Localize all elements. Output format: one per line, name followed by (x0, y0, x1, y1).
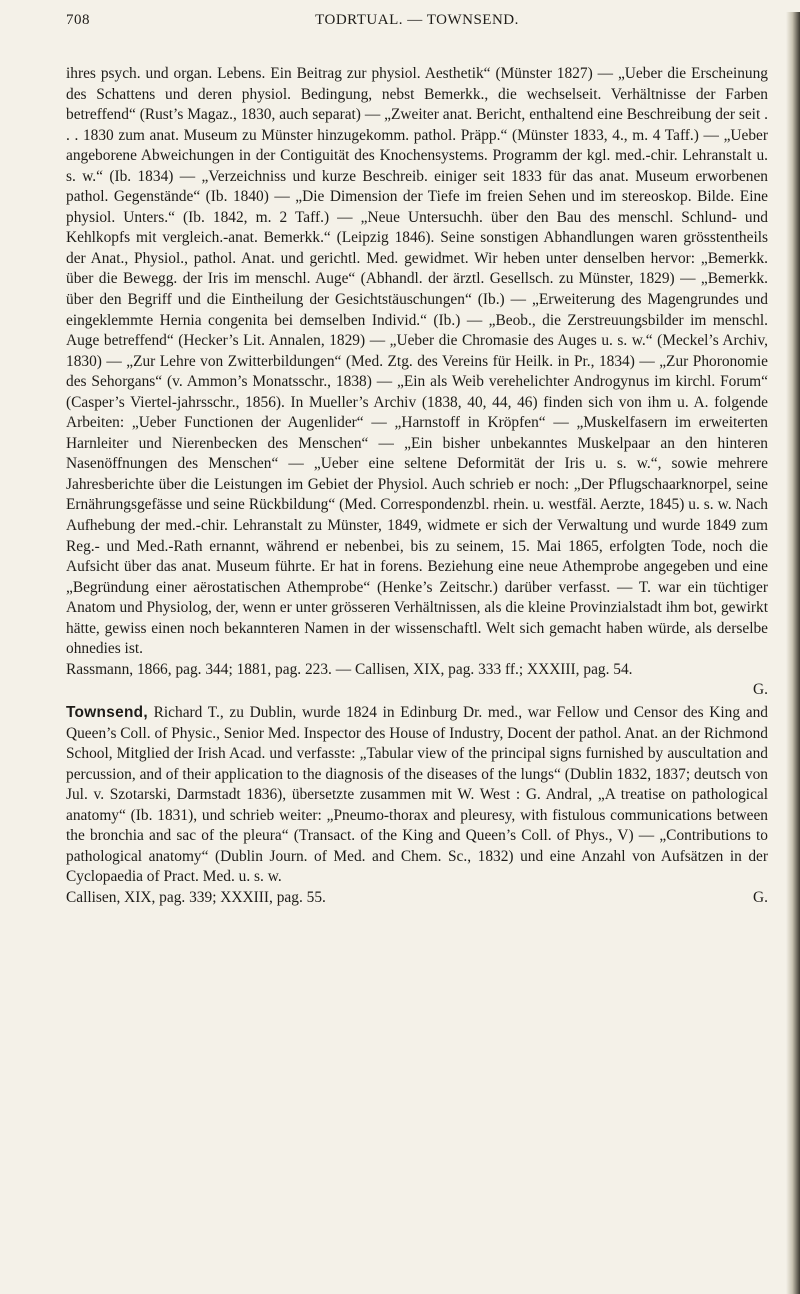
running-head: TODRTUAL. — TOWNSEND. (315, 12, 519, 28)
entry-toourtual-references: Rassmann, 1866, pag. 344; 1881, pag. 223. — Callisen, XIX, pag. 333 ff.; XXXIII, pag. 54. (66, 660, 633, 678)
entry-toourtual-signature: G. (753, 681, 768, 699)
entry-townsend-paragraph: Richard T., zu Dublin, wurde 1824 in Edinburg Dr. med., war Fellow und Censor des King and Queen’s Coll. of Physic., Senior Med. Inspector des House of Industry, Docent der pathol. Anat. an der Richmond School, Mitglied der Irish Acad. und verfasste: „Tabular view of the principal signs furnished by auscultation and percussion, and of their application to the diagnosis of the diseases of the lungs“ (Dublin 1832, 1837; deutsch von Jul. v. Szotarski, Darmstadt 1836), übersetzte zusammen mit W. West : G. Andral, „A treatise on pathological anatomy“ (Ib. 1831), und schrieb weiter: „Pneumo-thorax and pleuresy, with fistulous communications between the bronchia and sac of the pleura“ (Transact. of the King and Queen’s Coll. of Phys., V) — „Contributions to pathological anatomy“ (Dublin Journ. of Med. and Chem. Sc., 1832) und eine Anzahl von Aufsätzen in der Cyclopaedia of Pract. Med. u. s. w. (66, 703, 768, 886)
entry-townsend-signature: G. (753, 888, 768, 906)
entry-townsend-references-text: Callisen, XIX, pag. 339; XXXIII, pag. 55. (66, 888, 326, 906)
page-header (66, 12, 768, 42)
entry-townsend (66, 703, 768, 888)
body-text (66, 64, 768, 908)
entry-townsend-references (66, 888, 768, 909)
entry-toourtual-paragraph: ihres psych. und organ. Lebens. Ein Beitrag zur physiol. Aesthetik“ (Münster 1827) — „Ueber die Erscheinung des Schattens und deren physiol. Bedingung, nebst Bemerkk., die wechselseit. Verhältnisse der Farben betreffend“ (Rust’s Magaz., 1830, auch separat) — „Zweiter anat. Bericht, enthaltend eine Beschreibung der seit . . . 1830 zum anat. Museum zu Münster hinzugekomm. pathol. Präpp.“ (Münster 1833, 4., m. 4 Taff.) — „Ueber angeborene Abweichungen in der Contiguität des Knochensystems. Programm der kgl. med.-chir. Lehranstalt u. s. w.“ (Ib. 1834) — „Verzeichniss und kurze Beschreib. einiger seit 1833 für das anat. Museum erworbenen pathol. Gegenstände“ (Ib. 1840) — „Die Dimension der Tiefe im freien Sehen und im stereoskop. Bilde. Eine physiol. Unters.“ (Ib. 1842, m. 2 Taff.) — „Neue Untersuchh. über den Bau des menschl. Schlund- und Kehlkopfs mit vergleich.-anat. Bemerkk.“ (Leipzig 1846). Seine sonstigen Abhandlungen waren grösstentheils der Anat., Physiol., pathol. Anat. und gerichtl. Med. gewidmet. Wir heben unter denselben hervor: „Bemerkk. über die Bewegg. der Iris im menschl. Auge“ (Abhandl. der ärztl. Gesellsch. zu Münster, 1829) — „Bemerkk. über den Begriff und die Eintheilung der Gesichtstäuschungen“ (Ib.) — „Erweiterung des Magengrundes und eingeklemmte Hernia congenita bei demselben Individ.“ (Ib.) — „Beob., die Zerstreuungsbilder im menschl. Auge betreffend“ (Hecker’s Lit. Annalen, 1829) — „Ueber die Chromasie des Auges u. s. w.“ (Meckel’s Archiv, 1830) — „Zur Lehre von Zwitterbildungen“ (Med. Ztg. des Vereins für Heilk. in Pr., 1834) — „Zur Phoronomie des Sehorgans“ (v. Ammon’s Monatsschr., 1838) — „Ein als Weib verehelichter Androgynus im kirchl. Forum“ (Casper’s Viertel-jahrsschr., 1856). In Mueller’s Archiv (1838, 40, 44, 46) finden sich von ihm u. A. folgende Arbeiten: „Ueber Functionen der Augenlider“ — „Harnstoff in Kröpfen“ — „Muskelfasern im erweiterten Harnleiter und Nierenbecken des Menschen“ — „Ein bisher unbekanntes Muskelpaar an den hinteren Nasenöffnungen des Menschen“ — „Ueber eine seltene Deformität der Iris u. s. w.“, sowie mehrere Jahresberichte über die Leistungen im Gebiet der Physiol. Auch schrieb er noch: „Der Pflugschaarknorpel, seine Ernährungsgefässe und seine Rückbildung“ (Med. Correspondenzbl. rhein. u. westfäl. Aerzte, 1845) u. s. w. Nach Aufhebung der med.-chir. Lehranstalt zu Münster, 1849, widmete er sich der Verwaltung und wurde 1849 zum Reg.- und Med.-Rath ernannt, während er nebenbei, bis zu seinem, 15. Mai 1865, erfolgten Tode, noch die Aufsicht über das anat. Museum führte. Er hat in forens. Beziehung eine neue Athemprobe angegeben und eine „Begründung einer aërostatischen Athemprobe“ (Henke’s Zeitschr.) darüber verfasst. — T. war ein tüchtiger Anatom und Physiolog, der, wenn er unter grösseren Verhältnissen, als die kleine Provinzialstadt ihm bot, gewirkt hätte, gewiss einen noch bekannteren Namen in der wissenschaftl. Welt sich gemacht haben würde, als derselbe ohnedies ist. (66, 65, 768, 658)
page (0, 12, 800, 1294)
page-number: 708 (66, 12, 90, 28)
page-edge-shadow (786, 12, 800, 1294)
entry-townsend-name: Townsend, (66, 703, 148, 721)
